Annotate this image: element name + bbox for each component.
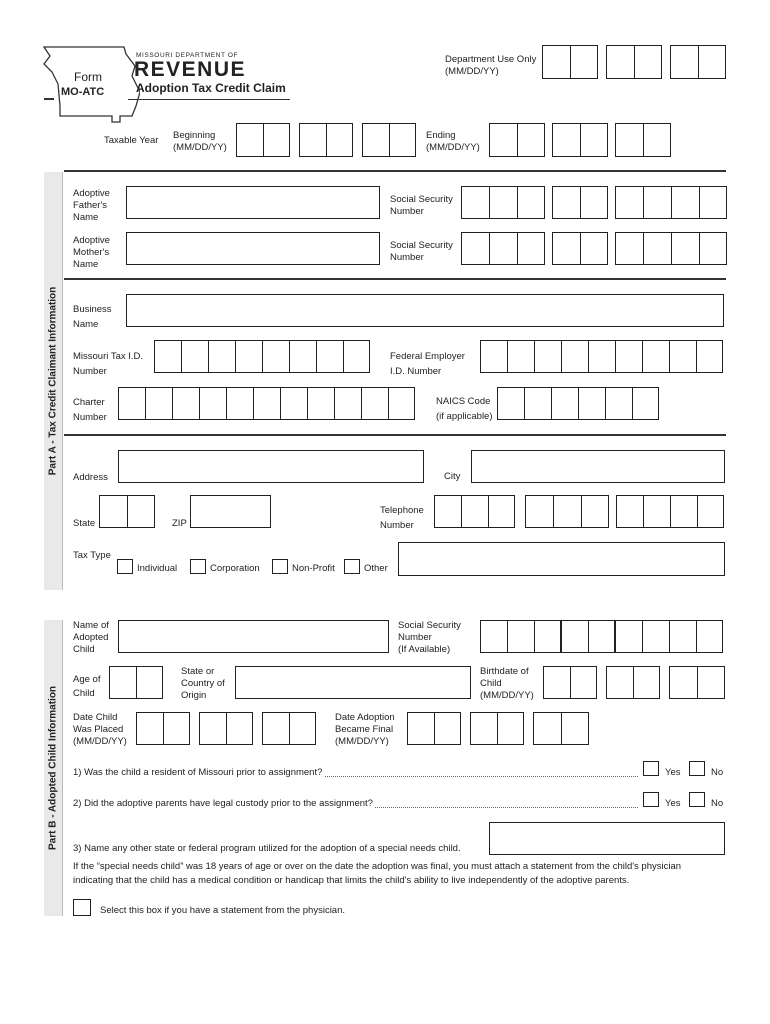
date-placed-year-input[interactable] [262, 712, 316, 745]
child-ssn-label: Social Security Number (If Available) [398, 620, 461, 655]
fein-label: Federal Employer I.D. Number [390, 351, 465, 377]
mo-tax-id-label: Missouri Tax I.D. Number [73, 351, 144, 377]
zip-label: ZIP [172, 518, 187, 529]
form-number: MO-ATC [61, 86, 105, 98]
child-name-label: Name of Adopted Child [73, 620, 109, 655]
child-ssn-part2[interactable] [561, 620, 615, 653]
ending-year-input[interactable] [615, 123, 671, 157]
question-1-leader [300, 776, 638, 777]
question-2-no-label: No [711, 798, 724, 809]
business-name-input[interactable] [126, 294, 724, 327]
zip-input[interactable] [190, 495, 271, 528]
beginning-year-input[interactable] [362, 123, 416, 157]
naics-input[interactable] [497, 387, 659, 420]
state-country-input[interactable] [235, 666, 471, 699]
rule-after-business [64, 434, 726, 436]
date-placed-label: Date Child Was Placed (MM/DD/YY) [73, 712, 127, 747]
mother-name-input[interactable] [126, 232, 380, 265]
agency-small-text: MISSOURI DEPARTMENT OF [136, 52, 239, 59]
title-underline [128, 99, 290, 100]
mother-name-label: Adoptive Mother's Name [73, 235, 110, 270]
state-input[interactable] [99, 495, 155, 528]
question-2-yes-label: Yes [665, 798, 681, 809]
part-a-sidebar [44, 172, 63, 590]
question-2-no-checkbox[interactable] [689, 792, 705, 807]
question-1-no-checkbox[interactable] [689, 761, 705, 776]
tax-type-corporation-checkbox[interactable] [190, 559, 206, 574]
city-input[interactable] [471, 450, 725, 483]
dept-use-label: Department Use Only (MM/DD/YY) [445, 54, 537, 77]
tax-type-label: Tax Type [73, 550, 111, 561]
form-title: Adoption Tax Credit Claim [136, 81, 286, 95]
question-1-text: 1) Was the child a resident of Missouri prior to assignment? [73, 767, 323, 778]
ending-day-input[interactable] [552, 123, 608, 157]
telephone-prefix[interactable] [525, 495, 609, 528]
question-1-yes-checkbox[interactable] [643, 761, 659, 776]
date-final-month-input[interactable] [407, 712, 461, 745]
date-final-label: Date Adoption Became Final (MM/DD/YY) [335, 712, 395, 747]
birthdate-label: Birthdate of Child (MM/DD/YY) [480, 666, 534, 701]
question-3-input[interactable] [489, 822, 725, 855]
tax-type-nonprofit-label: Non-Profit [292, 563, 335, 574]
child-age-label: Age of Child [73, 674, 101, 699]
missouri-state-outline-icon [40, 44, 140, 124]
header-dash [44, 98, 54, 100]
question-2-yes-checkbox[interactable] [643, 792, 659, 807]
part-a-title: Part A - Tax Credit Claimant Information [47, 286, 59, 476]
city-label: City [444, 471, 461, 482]
father-name-input[interactable] [126, 186, 380, 219]
date-placed-day-input[interactable] [199, 712, 253, 745]
question-2-leader [360, 807, 638, 808]
beginning-day-input[interactable] [299, 123, 353, 157]
taxable-year-label: Taxable Year [104, 135, 159, 146]
question-1-no-label: No [711, 767, 724, 778]
birthdate-year-input[interactable] [669, 666, 725, 699]
state-label: State [73, 518, 96, 529]
fein-input[interactable] [480, 340, 723, 373]
tax-type-other-input[interactable] [398, 542, 725, 576]
date-final-year-input[interactable] [533, 712, 589, 745]
father-ssn-part2[interactable] [552, 186, 608, 219]
telephone-label: Telephone Number [380, 505, 424, 531]
father-name-label: Adoptive Father's Name [73, 188, 110, 223]
date-final-day-input[interactable] [470, 712, 524, 745]
mo-tax-id-input[interactable] [154, 340, 370, 373]
child-ssn-part1[interactable] [480, 620, 561, 653]
tax-type-nonprofit-checkbox[interactable] [272, 559, 288, 574]
birthdate-month-input[interactable] [543, 666, 597, 699]
mother-ssn-part1[interactable] [461, 232, 545, 265]
birthdate-day-input[interactable] [606, 666, 660, 699]
ending-month-input[interactable] [489, 123, 545, 157]
form-label: Form [74, 70, 102, 84]
rule-after-parents [64, 278, 726, 280]
part-a-top-rule [64, 170, 726, 172]
question-1-yes-label: Yes [665, 767, 681, 778]
special-needs-note: If the “special needs child” was 18 years of age or over on the date the adoption was final, you must attach a statement from the child's physician indicating that the child has a medical condition or handicap that limits the child's ability to live independently of the adoptive parents. [73, 861, 682, 886]
physician-statement-checkbox[interactable] [73, 899, 91, 916]
address-label: Address [73, 472, 108, 483]
beginning-month-input[interactable] [236, 123, 290, 157]
naics-label: NAICS Code (if applicable) [436, 396, 493, 422]
dept-use-date-month [542, 45, 598, 79]
child-name-input[interactable] [118, 620, 389, 653]
dept-use-date-day [606, 45, 662, 79]
mother-ssn-label: Social Security Number [390, 240, 453, 263]
father-ssn-label: Social Security Number [390, 194, 453, 217]
mother-ssn-part3[interactable] [615, 232, 727, 265]
child-age-input[interactable] [109, 666, 163, 699]
date-placed-month-input[interactable] [136, 712, 190, 745]
child-ssn-part3[interactable] [615, 620, 723, 653]
father-ssn-part3[interactable] [615, 186, 727, 219]
question-3-text: 3) Name any other state or federal program utilized for the adoption of a special needs child. [73, 843, 461, 854]
mother-ssn-part2[interactable] [552, 232, 608, 265]
question-2-text: 2) Did the adoptive parents have legal custody prior to the assignment? [73, 798, 373, 809]
tax-type-other-label: Other [364, 563, 388, 574]
state-country-label: State or Country of Origin [181, 666, 225, 701]
telephone-line[interactable] [616, 495, 724, 528]
part-b-sidebar [44, 620, 63, 916]
beginning-label: Beginning (MM/DD/YY) [173, 130, 227, 153]
ending-label: Ending (MM/DD/YY) [426, 130, 480, 153]
business-name-label: Business Name [73, 304, 112, 330]
father-ssn-part1[interactable] [461, 186, 545, 219]
telephone-area-code[interactable] [434, 495, 515, 528]
agency-logo-text: REVENUE [134, 58, 247, 81]
tax-type-individual-label: Individual [137, 563, 178, 574]
dept-use-date-year [670, 45, 726, 79]
tax-type-individual-checkbox[interactable] [117, 559, 133, 574]
charter-input[interactable] [118, 387, 415, 420]
address-input[interactable] [118, 450, 424, 483]
physician-statement-label: Select this box if you have a statement from the physician. [100, 905, 346, 916]
charter-label: Charter Number [73, 397, 107, 423]
tax-type-corporation-label: Corporation [210, 563, 260, 574]
tax-type-other-checkbox[interactable] [344, 559, 360, 574]
part-b-title: Part B - Adopted Child Information [47, 685, 59, 851]
